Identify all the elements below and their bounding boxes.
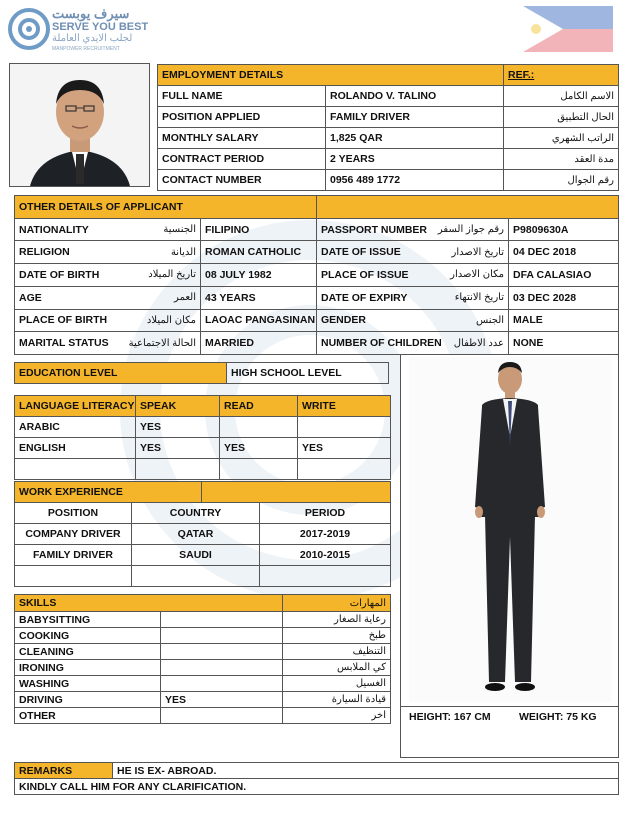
speak-value (136, 459, 220, 480)
education-level-label: EDUCATION LEVEL (15, 363, 227, 384)
place-of-issue-value: DFA CALASIAO (509, 264, 619, 287)
position-applied-label: POSITION APPLIED (158, 107, 326, 128)
period-column-header: PERIOD (260, 503, 391, 524)
full-name-label: FULL NAME (158, 86, 326, 107)
write-header: WRITE (298, 396, 391, 417)
logo-emblem-icon (8, 8, 50, 50)
employment-details-header: EMPLOYMENT DETAILS (158, 65, 504, 86)
height-value: HEIGHT: 167 CM (409, 711, 491, 723)
number-of-children-label: NUMBER OF CHILDREN (321, 337, 442, 350)
skill-name: BABYSITTING (15, 612, 161, 628)
skill-name-ar: رعاية الصغار (283, 612, 391, 628)
employment-details-table (157, 64, 619, 191)
date-of-issue-label-ar: تاريخ الاصدار (451, 246, 505, 258)
write-value (298, 417, 391, 438)
contact-number-value: 0956 489 1772 (326, 170, 504, 191)
language-table (14, 395, 391, 480)
date-of-expiry-value: 03 DEC 2028 (509, 286, 619, 309)
education-table (14, 362, 389, 384)
marital-status-label: MARITAL STATUS (19, 337, 109, 350)
nationality-label: NATIONALITY (19, 223, 89, 236)
date-of-birth-label: DATE OF BIRTH (19, 268, 100, 281)
read-header: READ (220, 396, 298, 417)
full-name-value: ROLANDO V. TALINO (326, 86, 504, 107)
weight-value: WEIGHT: 75 KG (519, 711, 597, 723)
skill-name: DRIVING (15, 692, 161, 708)
full-name-label-ar: الاسم الكامل (504, 86, 619, 107)
logo-tagline-en: MANPOWER RECRUITMENT (52, 46, 120, 52)
height-weight-row (401, 706, 618, 727)
religion-value: ROMAN CATHOLIC (201, 241, 317, 264)
religion-label-ar: الديانة (170, 246, 196, 258)
gender-value: MALE (509, 309, 619, 332)
full-body-photo (409, 357, 611, 702)
position-applied-value: FAMILY DRIVER (326, 107, 504, 128)
work-position: FAMILY DRIVER (15, 545, 132, 566)
full-body-photo-frame (400, 354, 619, 758)
skill-name-ar: قيادة السيارة (283, 692, 391, 708)
contact-number-label-ar: رقم الجوال (504, 170, 619, 191)
table-row (15, 676, 391, 692)
table-row (15, 241, 619, 264)
age-label: AGE (19, 291, 42, 304)
skill-name-ar: التنظيف (283, 644, 391, 660)
date-of-issue-label: DATE OF ISSUE (321, 246, 401, 259)
table-row (15, 628, 391, 644)
position-applied-label-ar: الحال التطبيق (504, 107, 619, 128)
place-of-birth-label: PLACE OF BIRTH (19, 314, 108, 327)
table-row (15, 332, 619, 355)
philippines-flag-icon (523, 6, 613, 52)
remarks-value: HE IS EX- ABROAD. (113, 763, 619, 779)
language-name (15, 459, 136, 480)
monthly-salary-value: 1,825 QAR (326, 128, 504, 149)
skill-name: OTHER (15, 708, 161, 724)
date-of-birth-label-ar: تاريخ الميلاد (148, 269, 196, 281)
work-country: QATAR (132, 524, 260, 545)
work-period: 2017-2019 (260, 524, 391, 545)
company-logo (8, 6, 158, 56)
table-row (15, 438, 391, 459)
contract-period-label-ar: مدة العقد (504, 149, 619, 170)
table-row (15, 566, 391, 587)
language-name: ENGLISH (15, 438, 136, 459)
work-position (15, 566, 132, 587)
write-value: YES (298, 438, 391, 459)
language-name: ARABIC (15, 417, 136, 438)
work-period: 2010-2015 (260, 545, 391, 566)
passport-number-value: P9809630A (509, 218, 619, 241)
table-row (15, 286, 619, 309)
logo-name-en: SERVE YOU BEST (52, 21, 149, 33)
place-of-birth-label-ar: مكان الميلاد (146, 314, 196, 326)
place-of-birth-value: LAOAC PANGASINAN (201, 309, 317, 332)
work-experience-table (14, 481, 391, 587)
work-experience-header: WORK EXPERIENCE (15, 482, 202, 503)
table-row (15, 417, 391, 438)
skill-value (161, 644, 283, 660)
number-of-children-label-ar: عدد الاطفال (453, 337, 505, 349)
read-value (220, 459, 298, 480)
applicant-photo (9, 63, 150, 187)
nationality-value: FILIPINO (201, 218, 317, 241)
other-details-header: OTHER DETAILS OF APPLICANT (15, 196, 317, 219)
skill-name-ar: طبخ (283, 628, 391, 644)
remarks-note: KINDLY CALL HIM FOR ANY CLARIFICATION. (15, 779, 619, 795)
skill-name: CLEANING (15, 644, 161, 660)
contract-period-value: 2 YEARS (326, 149, 504, 170)
marital-status-label-ar: الحالة الاجتماعية (128, 337, 196, 349)
monthly-salary-label-ar: الراتب الشهري (504, 128, 619, 149)
speak-value: YES (136, 438, 220, 459)
religion-label: RELIGION (19, 246, 70, 259)
date-of-expiry-label: DATE OF EXPIRY (321, 291, 408, 304)
table-row (15, 692, 391, 708)
table-row (15, 644, 391, 660)
country-column-header: COUNTRY (132, 503, 260, 524)
date-of-issue-value: 04 DEC 2018 (509, 241, 619, 264)
passport-number-label: PASSPORT NUMBER (321, 223, 427, 236)
table-row (15, 264, 619, 287)
remarks-table (14, 762, 619, 795)
read-value (220, 417, 298, 438)
skill-value: YES (161, 692, 283, 708)
logo-name-ar: سيرف يوبست (52, 6, 130, 21)
other-details-table (14, 195, 619, 355)
contract-period-label: CONTRACT PERIOD (158, 149, 326, 170)
marital-status-value: MARRIED (201, 332, 317, 355)
date-of-birth-value: 08 JULY 1982 (201, 264, 317, 287)
age-label-ar: العمر (174, 292, 196, 304)
skill-name-ar: اخر (283, 708, 391, 724)
skill-name: IRONING (15, 660, 161, 676)
skills-header: SKILLS (15, 595, 283, 612)
table-row (15, 524, 391, 545)
work-experience-header-blank (202, 482, 391, 503)
table-row (15, 309, 619, 332)
table-row (15, 612, 391, 628)
work-period (260, 566, 391, 587)
table-row (15, 459, 391, 480)
speak-value: YES (136, 417, 220, 438)
language-literacy-header: LANGUAGE LITERACY (15, 396, 136, 417)
skill-value (161, 628, 283, 644)
work-country: SAUDI (132, 545, 260, 566)
table-row (15, 218, 619, 241)
place-of-issue-label-ar: مكان الاصدار (450, 269, 505, 281)
skill-name: WASHING (15, 676, 161, 692)
work-position: COMPANY DRIVER (15, 524, 132, 545)
skill-value (161, 708, 283, 724)
skill-name-ar: الغسيل (283, 676, 391, 692)
skill-name: COOKING (15, 628, 161, 644)
number-of-children-value: NONE (509, 332, 619, 355)
skills-header-ar: المهارات (283, 595, 391, 612)
skills-table (14, 594, 391, 724)
ref-label: REF.: (504, 65, 619, 86)
monthly-salary-label: MONTHLY SALARY (158, 128, 326, 149)
nationality-label-ar: الجنسية (163, 224, 196, 236)
table-row (15, 660, 391, 676)
position-column-header: POSITION (15, 503, 132, 524)
gender-label-ar: الجنس (475, 314, 505, 326)
gender-label: GENDER (321, 314, 366, 327)
read-value: YES (220, 438, 298, 459)
write-value (298, 459, 391, 480)
logo-tagline-ar: لجلب الايدي العاملة (52, 33, 133, 44)
skill-value (161, 676, 283, 692)
education-level-value: HIGH SCHOOL LEVEL (227, 363, 389, 384)
date-of-expiry-label-ar: تاريخ الانتهاء (454, 292, 505, 304)
place-of-issue-label: PLACE OF ISSUE (321, 268, 409, 281)
contact-number-label: CONTACT NUMBER (158, 170, 326, 191)
skill-name-ar: كي الملابس (283, 660, 391, 676)
passport-number-label-ar: رقم جواز السفر (437, 224, 505, 236)
remarks-label: REMARKS (15, 763, 113, 779)
age-value: 43 YEARS (201, 286, 317, 309)
speak-header: SPEAK (136, 396, 220, 417)
other-details-header-blank (317, 196, 619, 219)
skill-value (161, 612, 283, 628)
table-row (15, 545, 391, 566)
table-row (15, 708, 391, 724)
work-country (132, 566, 260, 587)
skill-value (161, 660, 283, 676)
